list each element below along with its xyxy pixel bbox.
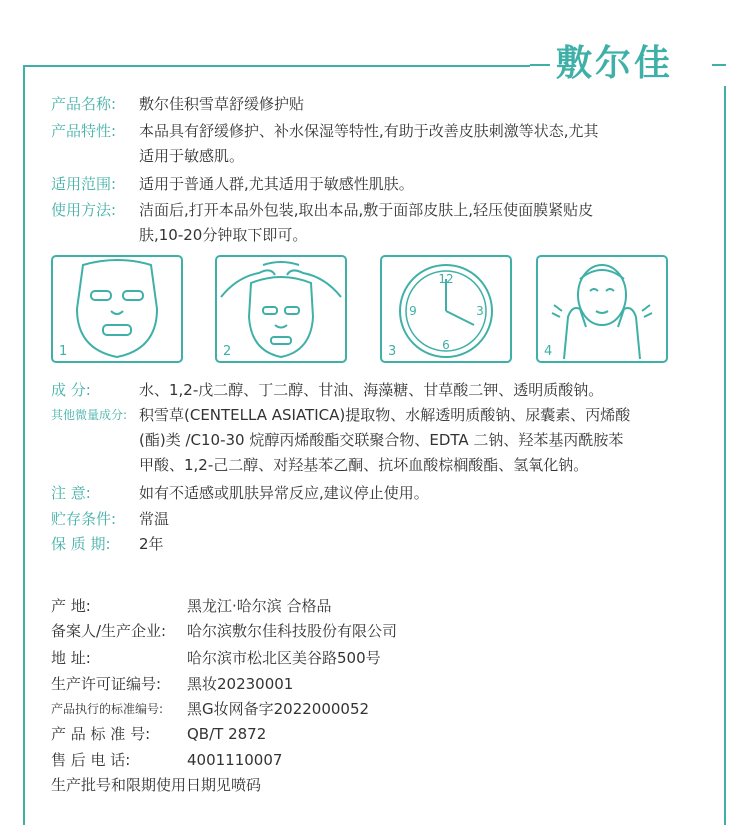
- info-label: 产 品 标 准 号:: [51, 725, 151, 743]
- step-number: 1: [59, 344, 68, 359]
- step-panel-4: [536, 255, 668, 363]
- field-line: 肤,10-20分钟取下即可。: [139, 226, 308, 244]
- field-value: 常温: [139, 510, 170, 528]
- field-value: 适用于普通人群,尤其适用于敏感性肌肤。: [139, 175, 414, 193]
- field-label: 其他微量成分:: [51, 408, 128, 422]
- field-line: 适用于敏感肌。: [139, 147, 245, 165]
- clock-label-12: 12: [438, 272, 454, 286]
- brand-line-right: [712, 64, 726, 66]
- info-note: 生产批号和限期使用日期见喷码: [51, 776, 262, 794]
- step-panel-3: [380, 255, 512, 363]
- field-label: 使用方法:: [51, 201, 117, 219]
- field-label: 适用范围:: [51, 175, 117, 193]
- field-label: 产品特性:: [51, 122, 117, 140]
- field-value: 如有不适感或肌肤异常反应,建议停止使用。: [139, 484, 429, 502]
- clock-icon: [382, 257, 510, 361]
- clock-label-3: 3: [476, 304, 484, 318]
- info-label: 备案人/生产企业:: [51, 622, 167, 640]
- info-value: QB/T 2872: [187, 725, 267, 743]
- field-line: 洁面后,打开本品外包装,取出本品,敷于面部皮肤上,轻压使面膜紧贴皮: [139, 201, 594, 219]
- field-label: 贮存条件:: [51, 510, 117, 528]
- step-number: 2: [223, 344, 232, 359]
- step-panel-2: [215, 255, 347, 363]
- hands-pressing-mask-icon: [217, 257, 345, 361]
- info-label: 产 地:: [51, 597, 91, 615]
- field-value: [139, 198, 739, 248]
- field-label: 产品名称:: [51, 95, 117, 113]
- brand-line-left: [530, 64, 550, 66]
- field-label: 注 意:: [51, 484, 91, 502]
- info-value: 黑龙江·哈尔滨 合格品: [187, 597, 332, 615]
- info-value: 哈尔滨市松北区美谷路500号: [187, 649, 381, 667]
- field-line: 甲酸、1,2-己二醇、对羟基苯乙酮、抗坏血酸棕榈酸酯、氢氧化钠。: [139, 456, 589, 474]
- field-label: 成 分:: [51, 381, 91, 399]
- step-number: 4: [544, 344, 553, 359]
- clock-label-6: 6: [442, 338, 450, 352]
- info-label: 产品执行的标准编号:: [51, 702, 164, 716]
- field-label: 保 质 期:: [51, 535, 111, 553]
- info-label: 生产许可证编号:: [51, 675, 162, 693]
- field-line: 本品具有舒缓修护、补水保湿等特性,有助于改善皮肤刺激等状态,尤其: [139, 122, 599, 140]
- field-value: [139, 119, 739, 169]
- field-value: 敷尔佳积雪草舒缓修护贴: [139, 95, 305, 113]
- field-line: 积雪草(CENTELLA ASIATICA)提取物、水解透明质酸钠、尿囊素、丙烯酸: [139, 406, 631, 424]
- field-value: [139, 403, 739, 478]
- brand-logo: 敷尔佳: [556, 42, 674, 84]
- info-value: 哈尔滨敷尔佳科技股份有限公司: [187, 622, 398, 640]
- info-label: 地 址:: [51, 649, 91, 667]
- field-value: 2年: [139, 535, 164, 553]
- field-value: 水、1,2-戊二醇、丁二醇、甘油、海藻糖、甘草酸二钾、透明质酸钠。: [139, 381, 604, 399]
- mask-face-icon: [53, 257, 181, 361]
- step-number: 3: [388, 344, 397, 359]
- field-line: (酯)类 /C10-30 烷醇丙烯酸酯交联聚合物、EDTA 二钠、羟苯基丙酰胺苯: [139, 431, 624, 449]
- info-label: 售 后 电 话:: [51, 751, 131, 769]
- info-value: 黑妆20230001: [187, 675, 294, 693]
- info-value: 黑G妆网备字2022000052: [187, 700, 370, 718]
- clock-label-9: 9: [409, 304, 417, 318]
- hands-patting-face-icon: [538, 257, 666, 361]
- info-value: 4001110007: [187, 751, 283, 769]
- step-panel-1: [51, 255, 183, 363]
